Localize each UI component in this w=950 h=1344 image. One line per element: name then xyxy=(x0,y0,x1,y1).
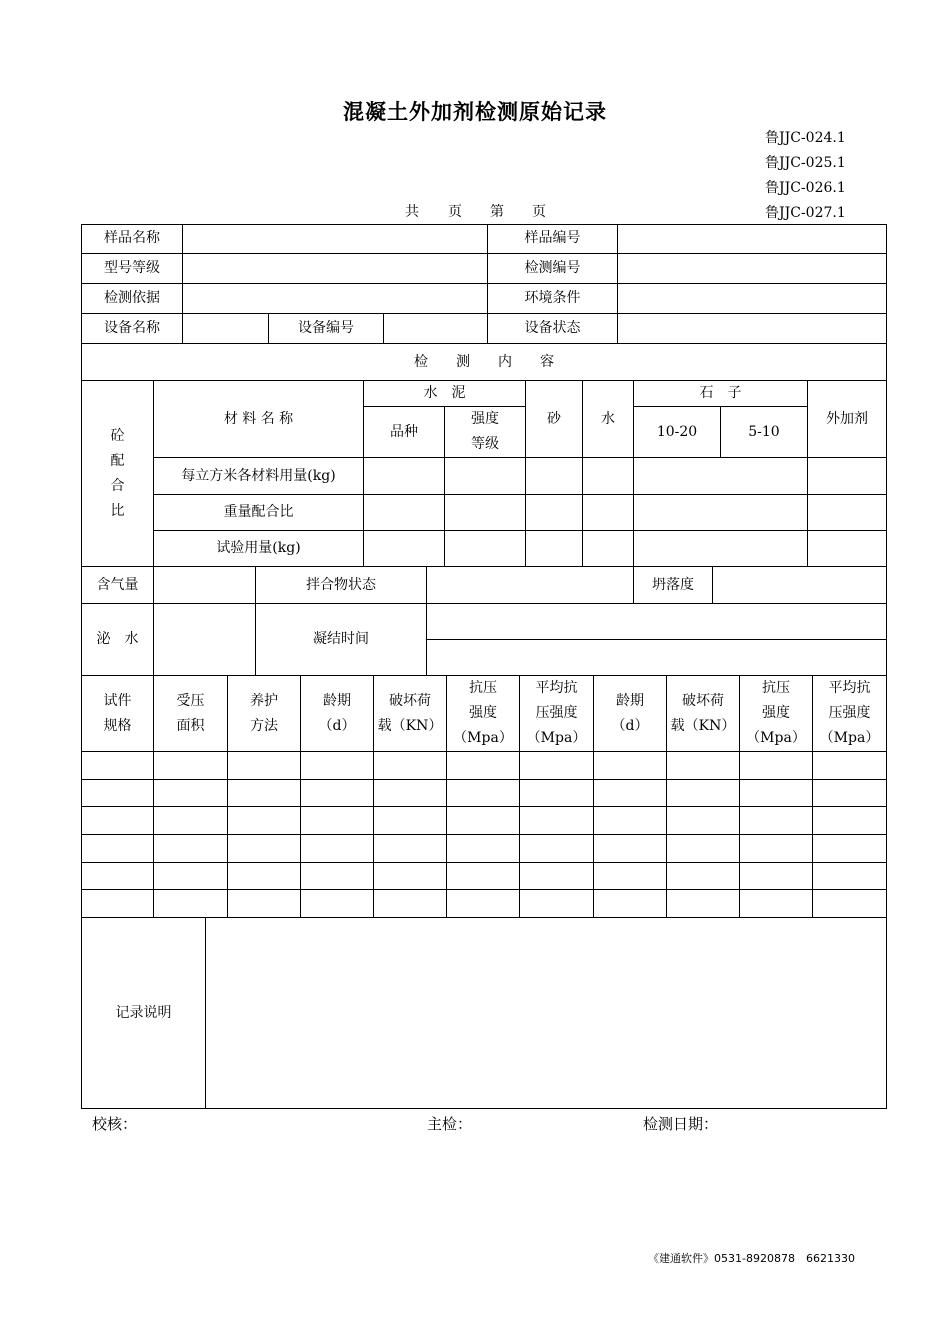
inspector-label: 主检： xyxy=(427,1115,473,1133)
sample-no-field[interactable] xyxy=(618,224,886,253)
sample-name-field[interactable] xyxy=(183,224,487,253)
test-no-field[interactable] xyxy=(618,254,886,283)
admixture-header: 外加剂 xyxy=(826,410,868,427)
weight-ratio-label: 重量配合比 xyxy=(223,504,294,520)
equip-no-field[interactable] xyxy=(384,314,487,343)
page-current-unit: 页 xyxy=(532,204,546,220)
compression-area-header: 受压 面积 xyxy=(176,692,205,734)
stone-5-10-header: 5-10 xyxy=(748,423,780,440)
failure-load-header: 破坏荷 载（KN） xyxy=(377,692,443,734)
brand-footer: 《建通软件》0531-8920878 6621330 xyxy=(648,1252,855,1265)
model-grade-label: 型号等级 xyxy=(104,260,160,276)
equip-status-label: 设备状态 xyxy=(524,320,581,336)
cement-variety-header: 品种 xyxy=(390,423,418,440)
mixture-state-label: 拌合物状态 xyxy=(306,576,376,593)
bleeding-label: 泌 水 xyxy=(96,631,139,647)
stone-header: 石 子 xyxy=(699,385,742,401)
form-code: 鲁JJC-026.1 xyxy=(765,180,846,196)
setting-time-field-1[interactable] xyxy=(427,604,886,639)
setting-time-field-2[interactable] xyxy=(427,640,886,675)
env-condition-label: 环境条件 xyxy=(524,290,581,306)
form-code: 鲁JJC-025.1 xyxy=(765,155,846,171)
avg-compressive-strength-header-2: 平均抗 压强度 （Mpa） xyxy=(819,680,880,746)
stone-10-20-header: 10-20 xyxy=(656,423,698,440)
record-note-label: 记录说明 xyxy=(115,1004,172,1021)
page-total-label: 共 xyxy=(405,204,419,220)
test-dosage-label: 试验用量(kg) xyxy=(216,540,301,556)
age-days-header-2: 龄期 （d） xyxy=(611,692,649,734)
material-name-header: 材 料 名 称 xyxy=(223,410,294,427)
form-code: 鲁JJC-024.1 xyxy=(765,130,846,146)
test-date-label: 检测日期： xyxy=(643,1115,719,1133)
air-content-field[interactable] xyxy=(154,567,255,603)
slump-label: 坍落度 xyxy=(652,576,694,593)
test-content-heading: 检 测 内 容 xyxy=(414,353,554,370)
document-title: 混凝土外加剂检测原始记录 xyxy=(343,100,607,124)
compressive-strength-header-2: 抗压 强度 （Mpa） xyxy=(746,680,806,746)
mix-ratio-side-label: 砼 配 合 比 xyxy=(110,427,125,519)
avg-compressive-strength-header: 平均抗 压强度 （Mpa） xyxy=(526,680,587,746)
specimen-spec-header: 试件 规格 xyxy=(103,692,132,734)
test-basis-field[interactable] xyxy=(183,284,487,313)
test-basis-label: 检测依据 xyxy=(104,290,160,306)
water-header: 水 xyxy=(601,410,615,427)
cement-header: 水 泥 xyxy=(423,385,466,401)
bleeding-field[interactable] xyxy=(154,604,255,675)
test-no-label: 检测编号 xyxy=(524,260,581,276)
mixture-state-field[interactable] xyxy=(427,567,633,603)
slump-field[interactable] xyxy=(713,567,886,603)
per-cubic-meter-label: 每立方米各材料用量(kg) xyxy=(181,467,336,484)
sand-header: 砂 xyxy=(547,410,561,427)
record-note-field[interactable] xyxy=(206,918,886,1108)
sample-no-label: 样品编号 xyxy=(524,230,581,246)
equip-name-label: 设备名称 xyxy=(104,320,160,336)
equip-no-label: 设备编号 xyxy=(298,320,354,336)
form-codes xyxy=(765,126,846,226)
air-content-label: 含气量 xyxy=(96,576,139,593)
compressive-strength-header: 抗压 强度 （Mpa） xyxy=(453,680,513,746)
env-condition-field[interactable] xyxy=(618,284,886,313)
curing-method-header: 养护 方法 xyxy=(250,692,278,734)
equip-status-field[interactable] xyxy=(618,314,886,343)
model-grade-field[interactable] xyxy=(183,254,487,283)
form-code: 鲁JJC-027.1 xyxy=(765,205,846,221)
page-total-unit: 页 xyxy=(448,204,462,220)
sample-name-label: 样品名称 xyxy=(104,230,160,246)
strength-grade-header: 强度 等级 xyxy=(471,411,499,452)
reviewer-label: 校核： xyxy=(92,1115,138,1133)
page-current-label: 第 xyxy=(490,204,504,220)
age-days-header: 龄期 （d） xyxy=(318,692,356,734)
equip-name-field[interactable] xyxy=(183,314,268,343)
setting-time-label: 凝结时间 xyxy=(313,631,369,647)
failure-load-header-2: 破坏荷 载（KN） xyxy=(670,692,736,734)
